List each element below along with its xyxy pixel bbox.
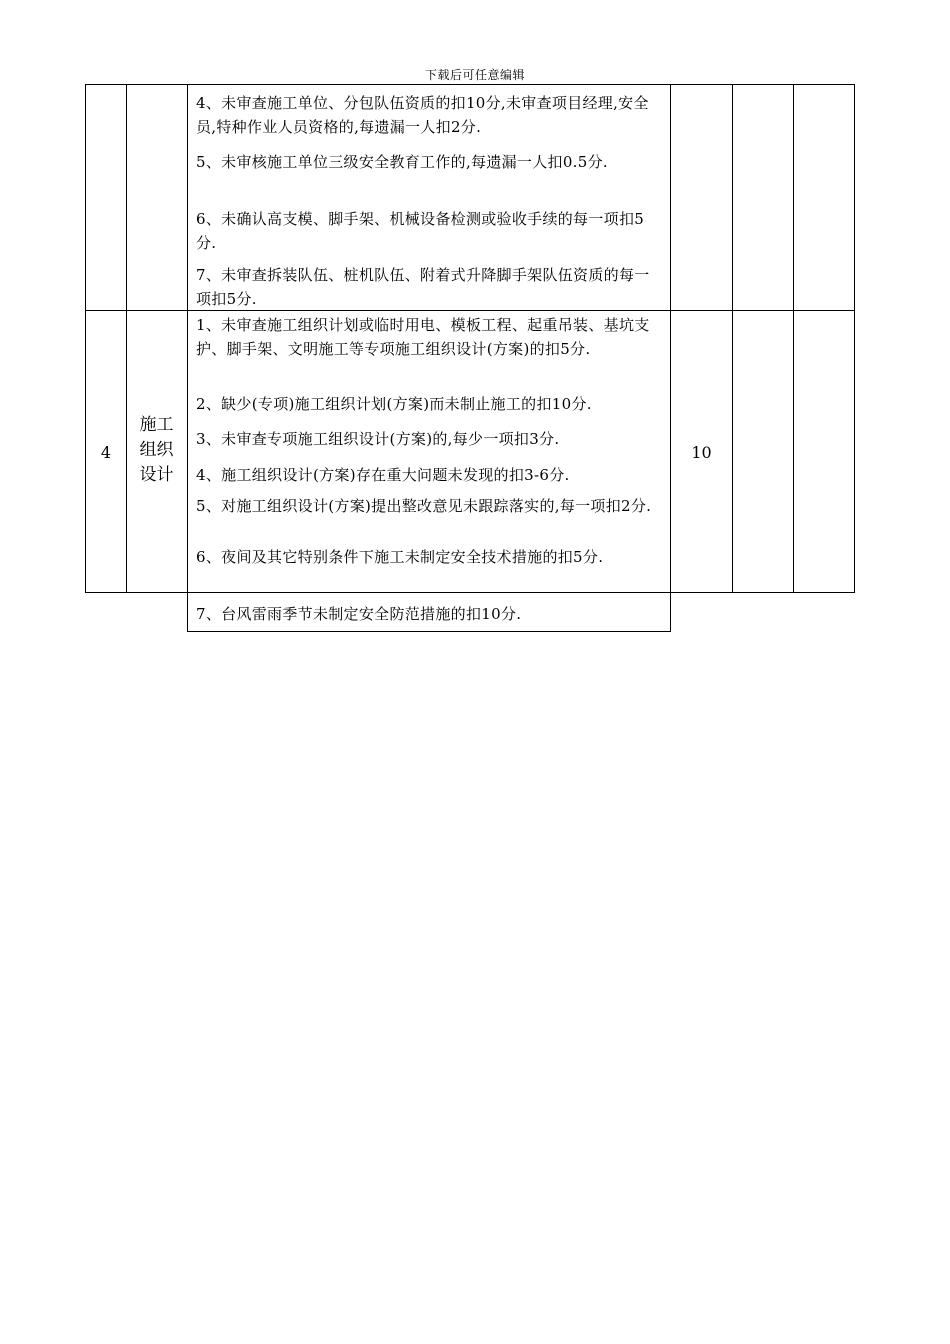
table-top-border [85, 84, 854, 85]
category-line: 施工 [139, 415, 174, 435]
col-border [793, 84, 794, 593]
row-number: 4 [100, 443, 112, 462]
deduction-item: 6、夜间及其它特别条件下施工未制定安全技术措施的扣5分. [196, 548, 604, 566]
category-line: 设计 [139, 465, 174, 485]
col-border [187, 84, 188, 632]
category-label [127, 413, 186, 488]
content-bottom-border [187, 631, 671, 632]
deduction-item: 3、未审查专项施工组织设计(方案)的,每少一项扣3分. [196, 430, 560, 448]
deduction-item: 1、未审查施工组织计划或临时用电、模板工程、起重吊装、基坑支护、脚手架、文明施工等专项施工组织设计(方案)的扣5分. [196, 316, 650, 358]
deduction-item: 6、未确认高支模、脚手架、机械设备检测或验收手续的每一项扣5分. [196, 210, 645, 252]
col-border [670, 84, 671, 632]
deduction-item: 7、未审查拆装队伍、桩机队伍、附着式升降脚手架队伍资质的每一项扣5分. [196, 266, 650, 308]
col-border [854, 84, 855, 593]
deduction-item: 2、缺少(专项)施工组织计划(方案)而未制止施工的扣10分. [196, 395, 592, 413]
deduction-item: 5、未审核施工单位三级安全教育工作的,每遗漏一人扣0.5分. [196, 153, 608, 171]
deduction-item: 4、未审查施工单位、分包队伍资质的扣10分,未审查项目经理,安全员,特种作业人员资格的,每遗漏一人扣2分. [196, 94, 649, 136]
col-border [85, 84, 86, 593]
category-line: 组织 [139, 440, 174, 460]
header-note: 下载后可任意编辑 [424, 68, 525, 82]
col-border [732, 84, 733, 593]
score-value: 10 [691, 443, 712, 462]
col-border [126, 84, 127, 593]
deduction-item: 4、施工组织设计(方案)存在重大问题未发现的扣3-6分. [196, 466, 570, 484]
table-bottom-border [85, 592, 854, 593]
deduction-item: 7、台风雷雨季节未制定安全防范措施的扣10分. [196, 605, 522, 623]
deduction-item: 5、对施工组织设计(方案)提出整改意见未跟踪落实的,每一项扣2分. [196, 497, 652, 515]
